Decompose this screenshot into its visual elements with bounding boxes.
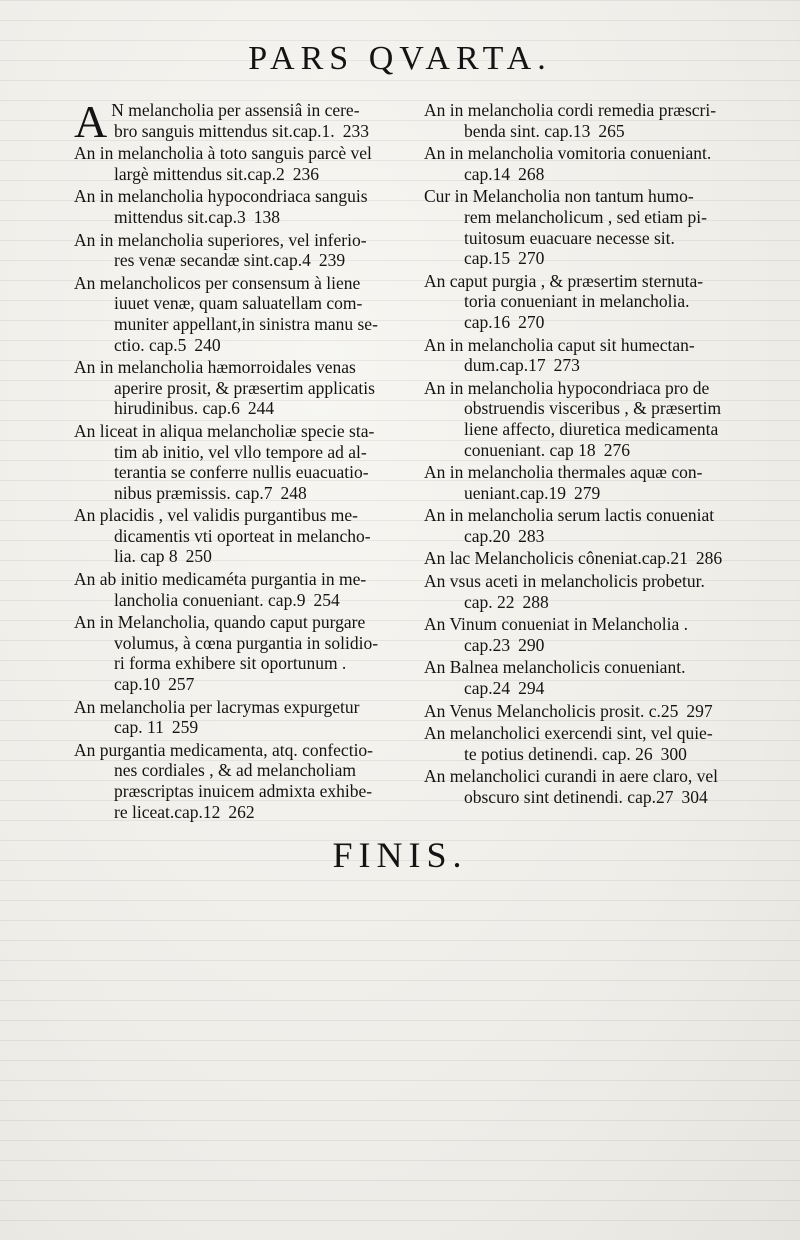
toc-page-number: 279 <box>574 482 601 503</box>
toc-entry <box>424 378 760 460</box>
toc-page-number: 297 <box>686 700 713 721</box>
toc-line-text: cap.15 <box>464 248 511 269</box>
toc-entry <box>424 571 760 612</box>
toc-line-text: An in melancholia serum lactis conueniat <box>424 505 715 526</box>
toc-line <box>424 787 760 808</box>
toc-line-text: obscuro sint detinendi. cap.27 <box>464 787 674 807</box>
toc-line <box>74 398 396 419</box>
toc-line-text: An melancholicos per consensum à liene <box>74 272 361 293</box>
toc-entry <box>74 740 396 822</box>
toc-line-text: præscriptas inuicem admixta exhibe- <box>114 781 373 801</box>
toc-entry <box>74 612 396 694</box>
toc-line <box>74 335 396 356</box>
toc-entry <box>424 186 760 268</box>
toc-entry <box>424 462 760 503</box>
toc-line-text: cap.20 <box>464 525 511 546</box>
toc-page-number: 290 <box>518 634 545 655</box>
toc-line <box>424 701 760 722</box>
toc-line-text: ri forma exhibere sit oportunum . <box>114 653 347 674</box>
toc-entry <box>424 614 760 655</box>
toc-entry <box>74 230 396 271</box>
toc-page-number: 262 <box>228 801 255 822</box>
toc-line-text: cap.10 <box>114 674 161 695</box>
toc-line <box>74 717 396 738</box>
toc-line-text: liene affecto, diuretica medicamenta <box>464 418 719 439</box>
toc-line <box>424 526 760 547</box>
toc-line-text: bro sanguis mittendus sit.cap.1. <box>114 120 335 141</box>
toc-line-text: An in melancholia à toto sanguis parcè vel <box>74 143 372 164</box>
toc-line-text: rem melancholicum , sed etiam pi- <box>464 206 707 227</box>
toc-line-text: An in melancholia cordi remedia præscri- <box>424 100 717 120</box>
toc-line-text: res venæ secandæ sint.cap.4 <box>114 250 311 271</box>
toc-column-left <box>74 96 396 824</box>
toc-page-number: 273 <box>553 355 580 376</box>
toc-line-text: An in melancholia hypocondriaca pro de <box>424 377 710 398</box>
toc-line <box>424 248 760 269</box>
toc-entry <box>424 505 760 546</box>
toc-line-text: cap.14 <box>464 163 511 184</box>
toc-line-text: An ab initio medicaméta purgantia in me- <box>74 569 367 590</box>
toc-line-text: conueniant. cap 18 <box>464 439 596 460</box>
toc-column-right <box>424 100 760 810</box>
toc-line-text: aperire prosit, & præsertim applicatis <box>114 377 375 398</box>
toc-page-number: 257 <box>168 674 195 695</box>
toc-line-text: cap.24 <box>464 678 511 699</box>
toc-entry <box>74 143 396 184</box>
toc-entry <box>74 186 396 227</box>
toc-line-text: An in melancholia superiores, vel inferio- <box>74 229 367 250</box>
toc-line-text: An in melancholia thermales aquæ con- <box>424 462 703 483</box>
toc-line <box>74 590 396 611</box>
toc-page-number: 138 <box>253 206 280 227</box>
toc-line <box>424 440 760 461</box>
toc-line-text: An melancholia per lacrymas expurgetur <box>74 696 360 717</box>
toc-line-text: ueniant.cap.19 <box>464 482 567 503</box>
page-header: PARS QVARTA. <box>248 40 552 77</box>
toc-line-text: dicamentis vti oporteat in melancho- <box>114 525 371 546</box>
toc-line-text: An vsus aceti in melancholicis probetur. <box>424 571 705 592</box>
toc-entry <box>74 505 396 567</box>
toc-page-number: 300 <box>660 743 687 764</box>
toc-line <box>424 592 760 613</box>
toc-line-text: An purgantia medicamenta, atq. confectio- <box>74 739 374 760</box>
toc-line-text: An in melancholia caput sit humectan- <box>424 334 695 355</box>
toc-entry <box>74 96 396 147</box>
toc-line-text: An Venus Melancholicis prosit. c.25 <box>424 700 679 721</box>
toc-line <box>424 483 760 504</box>
toc-page-number: 276 <box>603 439 630 460</box>
toc-line <box>74 250 396 271</box>
toc-line-text: lia. cap 8 <box>114 546 178 567</box>
toc-line-text: Cur in Melancholia non tantum humo- <box>424 186 694 207</box>
toc-line <box>74 674 396 695</box>
toc-line <box>74 121 396 142</box>
toc-line-text: cap. 22 <box>464 591 515 612</box>
toc-line-text: An melancholici curandi in aere claro, vel <box>424 766 718 787</box>
toc-line-text: cap.23 <box>464 634 511 655</box>
toc-line-text: benda sint. cap.13 <box>464 120 591 141</box>
toc-line <box>424 744 760 765</box>
toc-page-number: 294 <box>518 678 545 699</box>
toc-page-number: 286 <box>695 548 723 569</box>
toc-line <box>424 164 760 185</box>
toc-line-text: An liceat in aliqua melancholiæ specie sta- <box>74 420 375 441</box>
toc-entry <box>424 271 760 333</box>
toc-line-text: nes cordiales , & ad melancholiam <box>114 760 357 781</box>
toc-line-text: iuuet venæ, quam saluatellam com- <box>114 293 363 314</box>
toc-line-text: An placidis , vel validis purgantibus me- <box>74 505 359 526</box>
toc-line-text: lancholia conueniant. cap.9 <box>114 589 306 610</box>
toc-page-number: 265 <box>598 120 625 141</box>
toc-page-number: 244 <box>247 398 275 419</box>
toc-page-number: 250 <box>185 546 212 567</box>
toc-page-number: 268 <box>518 163 545 184</box>
toc-line-text: tim ab initio, vel vllo tempore ad al- <box>114 441 367 462</box>
toc-page-number: 270 <box>518 248 545 269</box>
toc-line <box>74 164 396 185</box>
toc-line <box>424 678 760 699</box>
toc-line-text: ctio. cap.5 <box>114 334 187 355</box>
toc-page-number: 283 <box>518 525 545 546</box>
toc-entry <box>424 100 760 141</box>
toc-line <box>74 207 396 228</box>
toc-line-text: An in melancholia hypocondriaca sanguis <box>74 186 368 207</box>
toc-line-text: N melancholia per assensiâ in cere- <box>111 100 360 120</box>
toc-line-text: An melancholici exercendi sint, vel quie- <box>424 723 713 744</box>
toc-line-text: An in melancholia hæmorroidales venas <box>74 357 356 378</box>
toc-line-text: re liceat.cap.12 <box>114 801 221 822</box>
toc-line-text: terantia se conferre nullis euacuatio- <box>114 462 369 483</box>
toc-page-number: 240 <box>194 334 221 355</box>
toc-entry <box>74 273 396 355</box>
toc-line-text: toria conueniant in melancholia. <box>464 291 690 312</box>
toc-line-text: An Vinum conueniat in Melancholia . <box>424 614 688 635</box>
toc-page-number: 239 <box>318 250 346 271</box>
drop-cap: A <box>74 96 108 147</box>
toc-line-text: An caput purgia , & præsertim sternuta- <box>424 270 704 291</box>
toc-page-number: 233 <box>342 120 369 141</box>
toc-line-text: An in melancholia vomitoria conueniant. <box>424 143 712 164</box>
toc-line <box>424 312 760 333</box>
toc-line-text: largè mittendus sit.cap.2 <box>114 163 285 184</box>
toc-page-number: 254 <box>313 589 340 610</box>
toc-line-text: An Balnea melancholicis conueniant. <box>424 657 686 678</box>
toc-line-text: dum.cap.17 <box>464 355 546 376</box>
toc-page-number: 304 <box>681 787 708 807</box>
toc-line <box>74 802 396 823</box>
toc-page-number: 270 <box>518 311 545 332</box>
toc-page-number: 248 <box>280 482 307 503</box>
toc-line-text: An in Melancholia, quando caput purgare <box>74 612 366 633</box>
toc-line <box>74 546 396 567</box>
toc-entry <box>424 723 760 764</box>
toc-entry <box>424 657 760 698</box>
toc-page-number: 259 <box>171 717 199 738</box>
toc-line <box>424 635 760 656</box>
toc-line <box>424 121 760 142</box>
toc-page-number: 288 <box>522 591 549 612</box>
toc-line-text: te potius detinendi. cap. 26 <box>464 743 653 764</box>
toc-line <box>424 355 760 376</box>
toc-line-text: obstruendis visceribus , & præsertim <box>464 398 722 419</box>
toc-line-text: An lac Melancholicis côneniat.cap.21 <box>424 548 688 569</box>
toc-entry <box>74 357 396 419</box>
toc-line <box>424 548 760 569</box>
toc-line <box>74 483 396 504</box>
finis-text: FINIS. <box>332 835 468 875</box>
toc-entry <box>424 701 760 722</box>
toc-entry <box>424 335 760 376</box>
toc-entry <box>74 421 396 503</box>
toc-entry <box>424 143 760 184</box>
toc-line-text: mittendus sit.cap.3 <box>114 206 246 227</box>
toc-entry <box>424 766 760 807</box>
toc-line-text: hirudinibus. cap.6 <box>114 398 240 419</box>
toc-line-text: tuitosum euacuare necesse sit. <box>464 227 675 248</box>
toc-line-text: cap. 11 <box>114 717 164 738</box>
toc-line-text: nibus præmissis. cap.7 <box>114 482 273 503</box>
toc-entry <box>424 548 760 569</box>
toc-line-text: muniter appellant,in sinistra manu se- <box>114 313 378 334</box>
toc-entry <box>74 697 396 738</box>
toc-page-number: 236 <box>292 163 320 184</box>
toc-line-text: volumus, à cœna purgantia in solidio- <box>114 632 379 653</box>
toc-line-text: cap.16 <box>464 311 511 332</box>
toc-entry <box>74 569 396 610</box>
